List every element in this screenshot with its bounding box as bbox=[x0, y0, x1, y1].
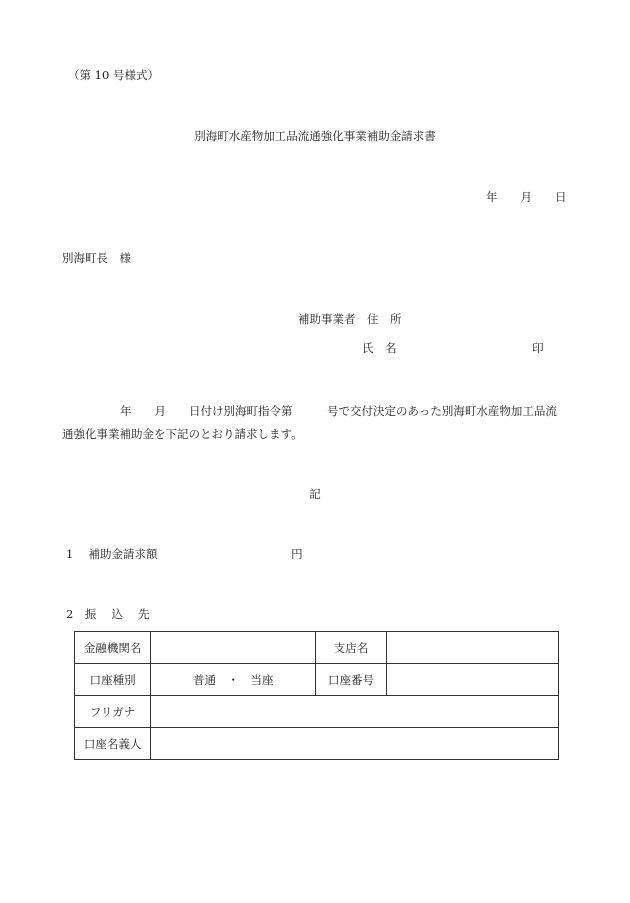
applicant-name-label: 氏 名 bbox=[362, 341, 397, 355]
account-holder-value bbox=[151, 728, 559, 760]
account-type-value: 普通 ・ 当座 bbox=[151, 664, 316, 696]
account-number-label: 口座番号 bbox=[316, 664, 386, 696]
institution-value bbox=[151, 632, 316, 664]
seal-mark: 印 bbox=[532, 341, 544, 355]
addressee: 別海町長 様 bbox=[62, 251, 131, 265]
furigana-label: フリガナ bbox=[75, 696, 151, 728]
item-1-label: 1 補助金請求額 bbox=[66, 547, 158, 561]
date-line: 年 月 日 bbox=[486, 190, 567, 204]
account-holder-label: 口座名義人 bbox=[75, 728, 151, 760]
applicant-name-row bbox=[362, 340, 544, 356]
bank-account-table bbox=[74, 631, 559, 760]
amount-unit: 円 bbox=[291, 547, 303, 561]
branch-value bbox=[386, 632, 558, 664]
institution-label: 金融機関名 bbox=[75, 632, 151, 664]
branch-label: 支店名 bbox=[316, 632, 386, 664]
body-text-line-1: 年 月 日付け別海町指令第 号で交付決定のあった別海町水産物加工品流 bbox=[120, 404, 557, 418]
table-row bbox=[75, 696, 559, 728]
table-row bbox=[75, 632, 559, 664]
form-number: （第 10 号様式） bbox=[68, 68, 159, 82]
table-row bbox=[75, 664, 559, 696]
ki-heading: 記 bbox=[309, 487, 321, 501]
item-1-request-amount bbox=[66, 546, 303, 562]
applicant-address-label: 補助事業者 住 所 bbox=[298, 312, 402, 326]
body-text-line-2: 通強化事業補助金を下記のとおり請求します。 bbox=[62, 427, 303, 441]
account-number-value bbox=[386, 664, 558, 696]
document-title: 別海町水産物加工品流通強化事業補助金請求書 bbox=[194, 129, 436, 143]
table-row bbox=[75, 728, 559, 760]
furigana-value bbox=[151, 696, 559, 728]
account-type-label: 口座種別 bbox=[75, 664, 151, 696]
item-2-transfer-destination: 2 振 込 先 bbox=[66, 607, 150, 621]
